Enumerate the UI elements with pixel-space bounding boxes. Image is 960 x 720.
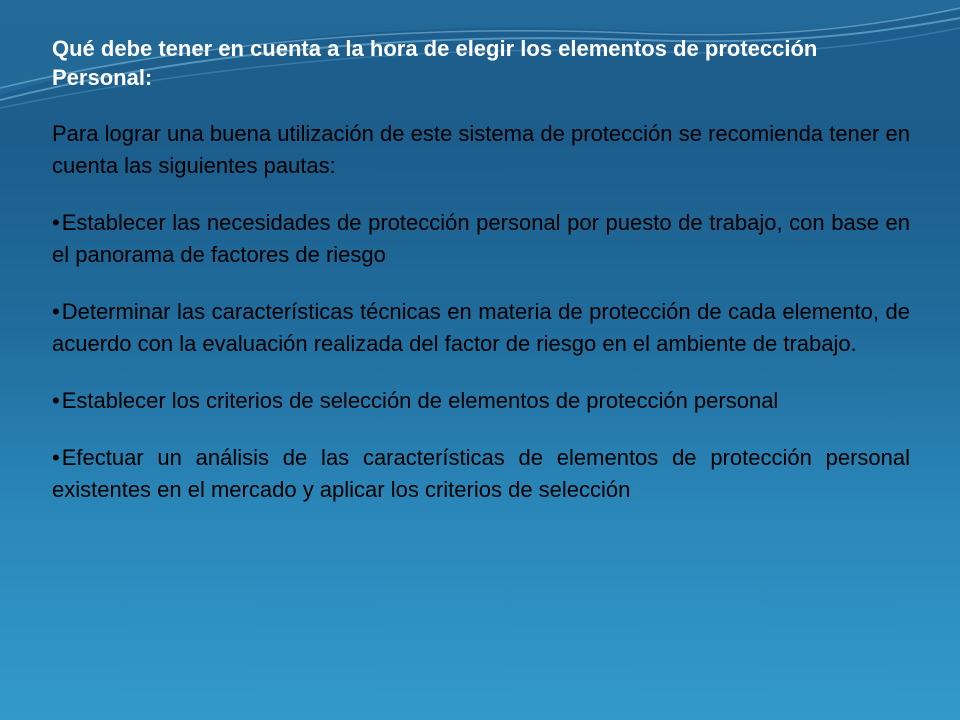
bullet-icon: • (52, 445, 60, 470)
bullet-item (52, 385, 910, 417)
bullet-text: Efectuar un análisis de las características de elementos de protección personal existentes en el mercado y aplicar los criterios de selección (52, 445, 910, 502)
bullet-icon: • (52, 210, 60, 235)
bullet-item (52, 296, 910, 360)
intro-paragraph: Para lograr una buena utilización de este sistema de protección se recomienda tener en cuenta las siguientes pautas: (52, 121, 910, 178)
bullet-icon: • (52, 299, 60, 324)
bullet-text: Determinar las características técnicas en materia de protección de cada elemento, de acuerdo con la evaluación realizada del factor de riesgo en el ambiente de trabajo. (52, 299, 910, 356)
bullet-text: Establecer las necesidades de protección personal por puesto de trabajo, con base en el panorama de factores de riesgo (52, 210, 910, 267)
slide-content (52, 34, 910, 506)
bullet-text: Establecer los criterios de selección de elementos de protección personal (61, 388, 779, 413)
bullet-icon: • (52, 388, 60, 413)
bullet-item (52, 442, 910, 506)
bullet-item (52, 207, 910, 271)
slide-title: Qué debe tener en cuenta a la hora de elegir los elementos de protección Personal: (52, 36, 818, 90)
